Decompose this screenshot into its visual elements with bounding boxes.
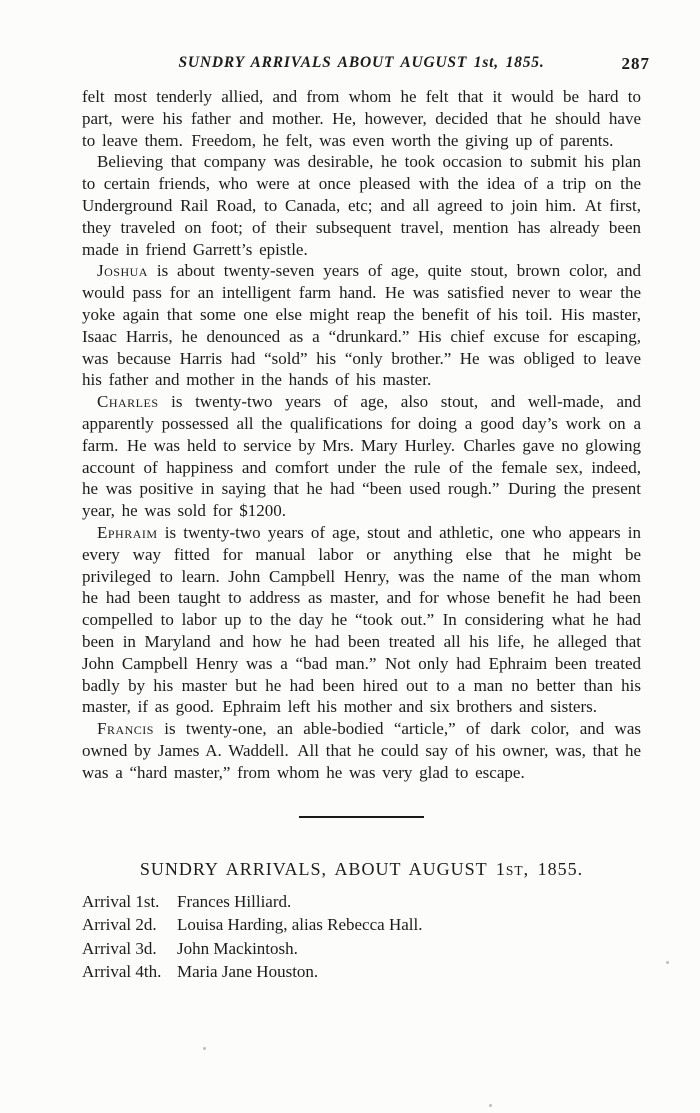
paragraph-lead-joshua: Joshua [97,261,148,281]
paragraph-charles [82,391,641,522]
arrival-name: John Mackintosh. [177,938,298,958]
arrival-label: Arrival 2d. [82,915,157,934]
arrival-name: Louisa Harding, alias Rebecca Hall. [177,915,423,934]
paragraph-text: Believing that company was desirable, he took occasion to submit his plan to certain friends, who were at once pleased with the idea of a trip on the Underground Rail Road, to Canada, etc; and all agreed to join him. At first, they traveled on foot; of their subsequent travel, mention has already been made in friend Garrett’s epistle. [82,152,641,259]
paragraph-lead-ephraim: Ephraim [97,522,158,542]
running-header-title: SUNDRY ARRIVALS ABOUT AUGUST 1st, 1855. [178,54,545,71]
scan-speck [489,1104,492,1107]
arrival-label: Arrival 1st. [82,891,160,911]
arrival-label: Arrival 4th. [82,962,162,981]
arrivals-list [82,890,641,984]
running-header [82,54,650,78]
paragraph-continuation [82,86,641,151]
paragraph-joshua [82,260,641,391]
paragraph-text: felt most tenderly allied, and from whom he felt that it would be hard to part, were his father and mother. He, however, decided that he should have to leave them. Freedom, he felt, was even worth the giving up of parents. [82,87,641,150]
paragraph-text: is twenty-one, an able-bodied “article,” of dark color, and was owned by James A. Waddell. All that he could say of his owner, was, that he was a “hard master,” from whom he was very glad to escape. [82,719,641,782]
body-text [82,86,641,784]
arrival-name: Maria Jane Houston. [177,962,319,981]
page-number: 287 [621,54,650,73]
section-heading-ordinal: ST [505,862,524,878]
arrival-row-2 [82,913,641,937]
arrival-name: Frances Hilliard. [177,891,292,911]
paragraph-lead-charles: Charles [97,392,159,412]
arrival-row-3 [82,937,641,961]
section-divider [299,816,424,818]
scan-speck [666,961,669,964]
paragraph-francis [82,718,641,783]
section-heading-tail: , 1855. [523,858,584,879]
paragraph-lead-francis: Francis [97,719,154,739]
paragraph-text: is twenty-two years of age, stout and athletic, one who appears in every way fitted for manual labor or anything else that he might be privileged to learn. John Campbell Henry, was the name of the man whom he had been taught to address as master, and for whose benefit he had been compelled to labor up to the day he “took out.” In considering what he had been in Maryland and how he had been treated all his life, he alleged that John Campbell Henry was a “bad man.” Not only had Ephraim been treated badly by his master but he had been hired out to a man no better than his master, if as good. Ephraim left his mother and six brothers and sisters. [82,522,641,717]
paragraph-text: is about twenty-seven years of age, quite stout, brown color, and would pass for an intelligent farm hand. He was satisfied never to wear the yoke again that some one else might reap the benefit of his toil. His master, Isaac Harris, he denounced as a “drunkard.” His chief excuse for escaping, was because Harris had “sold” his “only brother.” He was obliged to leave his father and mother in the hands of his master. [82,261,641,390]
arrival-row-4 [82,960,641,984]
section-heading [82,859,641,880]
paragraph-text: is twenty-two years of age, also stout, and well-made, and apparently possessed all the qualifications for doing a good day’s work on a farm. He was held to service by Mrs. Mary Hurley. Charles gave no glowing account of happiness and comfort under the rule of the female sex, indeed, he was positive in saying that he had “been used rough.” During the present year, he was sold for $1200. [82,392,641,521]
paragraph-believing [82,151,641,260]
paragraph-ephraim [82,522,641,718]
section-heading-main: SUNDRY ARRIVALS, ABOUT AUGUST 1 [139,858,506,879]
scan-speck [203,1047,206,1050]
arrival-row-1 [82,890,641,914]
text-column [82,54,650,984]
arrival-label: Arrival 3d. [82,938,157,958]
